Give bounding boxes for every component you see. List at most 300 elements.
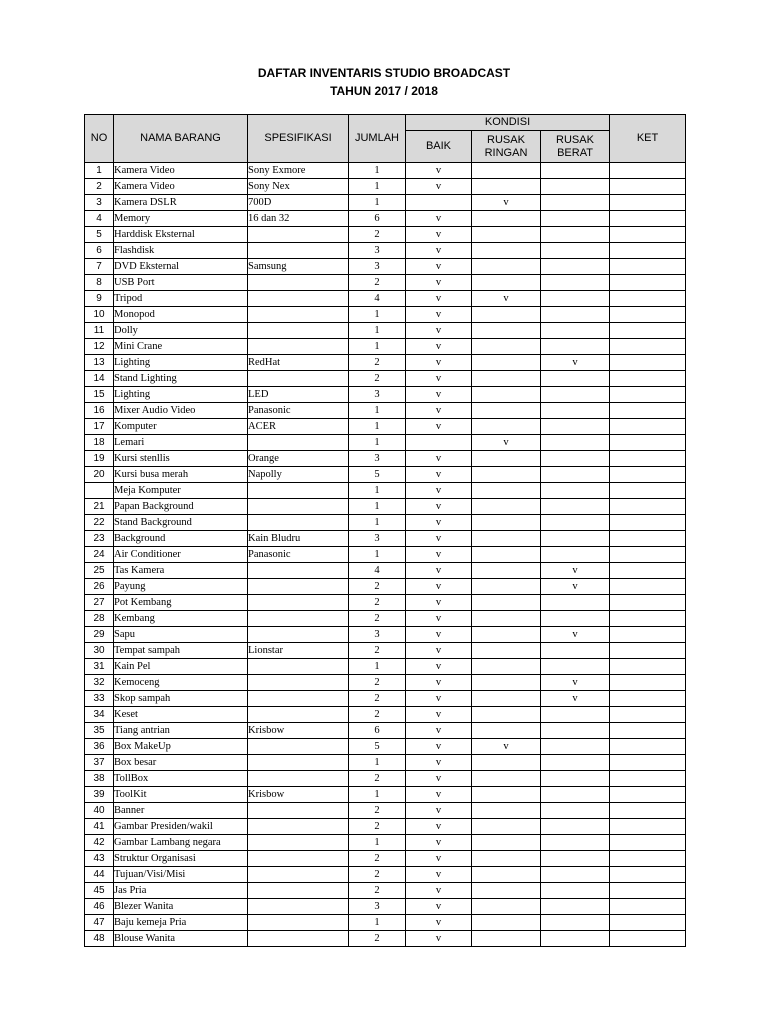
table-row [85,227,686,243]
cell-jumlah: 2 [349,691,406,707]
table-row [85,275,686,291]
cell-ket [610,547,686,563]
cell-baik: v [406,819,472,835]
cell-nama-barang: Box besar [114,755,248,771]
cell-rusak-ringan [472,627,541,643]
cell-baik: v [406,275,472,291]
cell-ket [610,435,686,451]
table-row [85,323,686,339]
cell-rusak-berat [541,755,610,771]
cell-jumlah: 6 [349,211,406,227]
cell-baik: v [406,867,472,883]
cell-rusak-ringan [472,307,541,323]
cell-baik: v [406,355,472,371]
table-row [85,435,686,451]
cell-nama-barang: Tempat sampah [114,643,248,659]
cell-no: 15 [85,387,114,403]
cell-jumlah: 3 [349,451,406,467]
cell-jumlah: 6 [349,723,406,739]
cell-rusak-berat [541,515,610,531]
cell-no: 42 [85,835,114,851]
cell-nama-barang: Kamera DSLR [114,195,248,211]
table-body [85,163,686,947]
cell-jumlah: 2 [349,883,406,899]
cell-rusak-berat [541,307,610,323]
cell-rusak-berat [541,371,610,387]
cell-rusak-ringan [472,819,541,835]
cell-nama-barang: Mixer Audio Video [114,403,248,419]
cell-spesifikasi: Kain Bludru [248,531,349,547]
document-title: DAFTAR INVENTARIS STUDIO BROADCAST [257,66,511,80]
cell-baik: v [406,371,472,387]
cell-spesifikasi [248,563,349,579]
cell-baik: v [406,899,472,915]
cell-nama-barang: Struktur Organisasi [114,851,248,867]
cell-baik: v [406,691,472,707]
cell-nama-barang: Kemoceng [114,675,248,691]
cell-nama-barang: Monopod [114,307,248,323]
cell-baik: v [406,851,472,867]
cell-no: 48 [85,931,114,947]
table-row [85,851,686,867]
cell-nama-barang: Payung [114,579,248,595]
cell-baik: v [406,659,472,675]
cell-ket [610,179,686,195]
cell-spesifikasi [248,883,349,899]
cell-jumlah: 1 [349,403,406,419]
cell-baik [406,435,472,451]
cell-rusak-ringan [472,515,541,531]
cell-spesifikasi [248,707,349,723]
cell-spesifikasi [248,819,349,835]
cell-ket [610,195,686,211]
cell-ket [610,451,686,467]
cell-rusak-berat [541,291,610,307]
cell-ket [610,755,686,771]
table-row [85,419,686,435]
header-spesifikasi: SPESIFIKASI [248,115,349,163]
cell-jumlah: 3 [349,531,406,547]
cell-spesifikasi [248,291,349,307]
cell-no: 3 [85,195,114,211]
cell-spesifikasi [248,739,349,755]
cell-ket [610,707,686,723]
cell-jumlah: 1 [349,835,406,851]
cell-ket [610,467,686,483]
cell-nama-barang: Gambar Presiden/wakil [114,819,248,835]
cell-rusak-berat [541,211,610,227]
cell-rusak-ringan [472,275,541,291]
cell-no: 22 [85,515,114,531]
cell-ket [610,243,686,259]
table-row [85,899,686,915]
cell-jumlah: 2 [349,611,406,627]
cell-ket [610,627,686,643]
cell-nama-barang: Skop sampah [114,691,248,707]
table-row [85,211,686,227]
cell-no: 29 [85,627,114,643]
cell-baik: v [406,883,472,899]
cell-jumlah: 1 [349,195,406,211]
cell-rusak-ringan [472,387,541,403]
cell-ket [610,659,686,675]
cell-baik: v [406,291,472,307]
cell-no: 5 [85,227,114,243]
cell-spesifikasi: LED [248,387,349,403]
cell-jumlah: 3 [349,899,406,915]
cell-ket [610,499,686,515]
cell-nama-barang: Kursi busa merah [114,467,248,483]
cell-nama-barang: Pot Kembang [114,595,248,611]
cell-jumlah: 3 [349,387,406,403]
cell-spesifikasi [248,835,349,851]
cell-jumlah: 4 [349,563,406,579]
cell-baik: v [406,835,472,851]
cell-ket [610,531,686,547]
cell-spesifikasi [248,931,349,947]
table-row [85,803,686,819]
table-row [85,403,686,419]
header-rusak-ringan: RUSAK RINGAN [472,131,541,163]
cell-nama-barang: Gambar Lambang negara [114,835,248,851]
cell-nama-barang: Lighting [114,355,248,371]
cell-baik: v [406,771,472,787]
cell-ket [610,739,686,755]
cell-spesifikasi: Panasonic [248,403,349,419]
cell-jumlah: 1 [349,323,406,339]
cell-nama-barang: DVD Eksternal [114,259,248,275]
cell-rusak-berat [541,179,610,195]
cell-spesifikasi [248,755,349,771]
cell-jumlah: 1 [349,435,406,451]
cell-rusak-berat [541,723,610,739]
cell-ket [610,291,686,307]
cell-spesifikasi [248,483,349,499]
cell-jumlah: 2 [349,227,406,243]
cell-spesifikasi: Krisbow [248,787,349,803]
cell-no: 35 [85,723,114,739]
cell-jumlah: 1 [349,339,406,355]
cell-baik: v [406,483,472,499]
table-row [85,259,686,275]
cell-spesifikasi [248,435,349,451]
cell-spesifikasi [248,243,349,259]
cell-ket [610,515,686,531]
cell-ket [610,419,686,435]
cell-nama-barang: Box MakeUp [114,739,248,755]
cell-rusak-berat [541,643,610,659]
cell-no: 18 [85,435,114,451]
cell-spesifikasi [248,339,349,355]
table-row [85,483,686,499]
cell-baik: v [406,163,472,179]
cell-spesifikasi [248,323,349,339]
cell-no: 21 [85,499,114,515]
cell-jumlah: 1 [349,755,406,771]
cell-spesifikasi [248,515,349,531]
cell-ket [610,835,686,851]
cell-ket [610,867,686,883]
cell-rusak-berat [541,499,610,515]
cell-nama-barang: Kain Pel [114,659,248,675]
cell-no: 9 [85,291,114,307]
cell-rusak-berat [541,227,610,243]
cell-no: 47 [85,915,114,931]
cell-spesifikasi [248,803,349,819]
cell-ket [610,915,686,931]
cell-rusak-ringan [472,451,541,467]
header-rusak-berat: RUSAK BERAT [541,131,610,163]
cell-no: 16 [85,403,114,419]
cell-jumlah: 1 [349,659,406,675]
cell-spesifikasi: Napolly [248,467,349,483]
cell-jumlah: 1 [349,419,406,435]
cell-nama-barang: Kamera Video [114,179,248,195]
cell-rusak-ringan [472,675,541,691]
cell-nama-barang: Papan Background [114,499,248,515]
cell-rusak-berat: v [541,691,610,707]
cell-rusak-berat [541,403,610,419]
cell-rusak-berat [541,771,610,787]
cell-no: 27 [85,595,114,611]
cell-rusak-ringan [472,563,541,579]
cell-rusak-berat [541,387,610,403]
cell-no: 12 [85,339,114,355]
cell-no: 6 [85,243,114,259]
table-row [85,339,686,355]
cell-spesifikasi [248,227,349,243]
cell-ket [610,595,686,611]
cell-nama-barang: Kamera Video [114,163,248,179]
table-row [85,291,686,307]
cell-rusak-ringan [472,851,541,867]
cell-baik: v [406,227,472,243]
cell-rusak-ringan [472,579,541,595]
cell-rusak-berat [541,323,610,339]
cell-spesifikasi: RedHat [248,355,349,371]
cell-rusak-ringan [472,723,541,739]
cell-jumlah: 2 [349,595,406,611]
cell-rusak-berat [541,611,610,627]
table-row [85,723,686,739]
cell-no: 31 [85,659,114,675]
cell-baik: v [406,531,472,547]
cell-no: 33 [85,691,114,707]
cell-rusak-ringan: v [472,435,541,451]
cell-spesifikasi [248,915,349,931]
cell-ket [610,643,686,659]
cell-spesifikasi [248,851,349,867]
table-row [85,467,686,483]
cell-ket [610,211,686,227]
cell-spesifikasi [248,771,349,787]
cell-baik: v [406,563,472,579]
cell-no: 14 [85,371,114,387]
cell-nama-barang: Flashdisk [114,243,248,259]
cell-rusak-ringan [472,227,541,243]
table-row [85,195,686,211]
cell-nama-barang: Banner [114,803,248,819]
cell-spesifikasi: Krisbow [248,723,349,739]
table-row [85,611,686,627]
cell-jumlah: 3 [349,259,406,275]
table-row [85,579,686,595]
cell-baik: v [406,307,472,323]
cell-rusak-ringan [472,467,541,483]
cell-rusak-ringan [472,323,541,339]
table-row [85,243,686,259]
table-row [85,163,686,179]
cell-ket [610,771,686,787]
cell-spesifikasi: Panasonic [248,547,349,563]
cell-rusak-ringan [472,787,541,803]
cell-rusak-ringan [472,611,541,627]
table-row [85,675,686,691]
cell-baik: v [406,643,472,659]
cell-baik: v [406,419,472,435]
header-no: NO [85,115,114,163]
cell-no: 8 [85,275,114,291]
cell-rusak-ringan [472,803,541,819]
cell-jumlah: 1 [349,307,406,323]
cell-nama-barang: Stand Lighting [114,371,248,387]
cell-rusak-berat [541,739,610,755]
cell-spesifikasi [248,627,349,643]
table-row [85,755,686,771]
cell-rusak-ringan [472,355,541,371]
inventory-table [84,114,686,947]
cell-no: 13 [85,355,114,371]
cell-spesifikasi [248,867,349,883]
cell-rusak-ringan [472,419,541,435]
cell-ket [610,611,686,627]
cell-ket [610,691,686,707]
cell-spesifikasi: ACER [248,419,349,435]
cell-spesifikasi [248,307,349,323]
cell-jumlah: 3 [349,243,406,259]
table-row [85,739,686,755]
cell-rusak-berat [541,419,610,435]
cell-no: 4 [85,211,114,227]
cell-no: 26 [85,579,114,595]
cell-rusak-ringan [472,531,541,547]
cell-spesifikasi [248,675,349,691]
cell-spesifikasi [248,659,349,675]
cell-no: 11 [85,323,114,339]
cell-ket [610,851,686,867]
cell-no: 34 [85,707,114,723]
cell-rusak-berat [541,851,610,867]
cell-ket [610,339,686,355]
cell-rusak-berat [541,915,610,931]
cell-nama-barang: Background [114,531,248,547]
cell-spesifikasi [248,595,349,611]
cell-ket [610,227,686,243]
cell-nama-barang: Tiang antrian [114,723,248,739]
cell-rusak-ringan [472,899,541,915]
header-baik: BAIK [406,131,472,163]
cell-jumlah: 1 [349,915,406,931]
cell-nama-barang: Blouse Wanita [114,931,248,947]
cell-jumlah: 1 [349,547,406,563]
cell-rusak-berat [541,195,610,211]
cell-ket [610,931,686,947]
cell-rusak-ringan [472,915,541,931]
cell-no: 28 [85,611,114,627]
cell-baik: v [406,387,472,403]
cell-no: 32 [85,675,114,691]
cell-nama-barang: Meja Komputer [114,483,248,499]
cell-rusak-berat [541,339,610,355]
cell-baik [406,195,472,211]
cell-ket [610,723,686,739]
cell-nama-barang: Jas Pria [114,883,248,899]
cell-jumlah: 1 [349,787,406,803]
cell-rusak-berat: v [541,563,610,579]
cell-baik: v [406,451,472,467]
cell-ket [610,675,686,691]
cell-jumlah: 2 [349,643,406,659]
cell-rusak-ringan [472,707,541,723]
cell-rusak-ringan: v [472,291,541,307]
document-year: TAHUN 2017 / 2018 [330,84,438,98]
cell-ket [610,403,686,419]
cell-baik: v [406,611,472,627]
cell-rusak-berat [541,931,610,947]
cell-baik: v [406,755,472,771]
cell-rusak-ringan [472,259,541,275]
table-row [85,787,686,803]
table-row [85,835,686,851]
cell-no: 19 [85,451,114,467]
cell-jumlah: 2 [349,819,406,835]
cell-ket [610,883,686,899]
cell-no: 23 [85,531,114,547]
cell-rusak-ringan [472,771,541,787]
table-row [85,627,686,643]
cell-spesifikasi [248,899,349,915]
cell-no: 25 [85,563,114,579]
cell-spesifikasi [248,611,349,627]
cell-nama-barang: ToolKit [114,787,248,803]
cell-baik: v [406,259,472,275]
cell-spesifikasi: Samsung [248,259,349,275]
cell-rusak-ringan [472,403,541,419]
cell-jumlah: 1 [349,499,406,515]
cell-no: 2 [85,179,114,195]
cell-baik: v [406,931,472,947]
cell-baik: v [406,707,472,723]
cell-no: 45 [85,883,114,899]
cell-no: 43 [85,851,114,867]
cell-spesifikasi [248,275,349,291]
cell-rusak-berat [541,707,610,723]
cell-rusak-berat [541,819,610,835]
cell-spesifikasi [248,691,349,707]
cell-nama-barang: Lighting [114,387,248,403]
cell-jumlah: 2 [349,931,406,947]
table-row [85,499,686,515]
cell-jumlah: 1 [349,483,406,499]
cell-ket [610,803,686,819]
cell-spesifikasi: Orange [248,451,349,467]
cell-jumlah: 2 [349,275,406,291]
cell-baik: v [406,499,472,515]
cell-nama-barang: Mini Crane [114,339,248,355]
cell-nama-barang: Tripod [114,291,248,307]
cell-nama-barang: Harddisk Eksternal [114,227,248,243]
cell-rusak-ringan [472,163,541,179]
